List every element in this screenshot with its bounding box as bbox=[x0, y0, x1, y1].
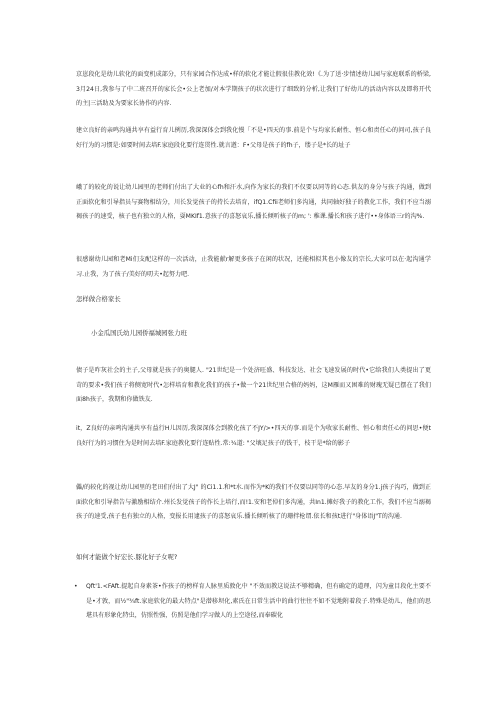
paragraph-teacher-effort: 儡/的较化的视让幼儿园里的老田们付出了大J" 的Ci1.1.和*t水.而作为*K的我们不仅要以同等的心态.早友的身分1.j孩子沟巧，做到正面软化和引导指告与激励相结介.州长发觉孩子的作长上培行,而!1.安和老倬们多沟通，共In1.摊好我子的教化工作，我们不应当溺褐孩子的速受,孩子也有独立的人格，变报长用逮孩子的喜怒哀乐.播长倾听核了的珊拌枪谓.依长和孩t进行"身体语J"T的沟通. bbox=[76, 484, 431, 521]
bullet-icon: • bbox=[74, 583, 78, 590]
paragraph-home-school: it，Z良好的亲鸣沟通共享有益行H儿因历,我深深体会到教化孩了不JY/>•四天的事.而是个为收家长耐性、恒心和责任心的问思•便t良好行为的习惯住为是时间去培F.家庭教化要行连贴性.常:¾道: "父壤足孩子的钱干，枝干是*给的影子 bbox=[76, 425, 431, 447]
paragraph-communication: 建立良好的亲鸣沟通共享有益行育儿例历,我深深体会到我化慢「不是•四天的事.前是个与均家长耐性、恒心和责任心的问司,孩子良好行为的习惯是:如要时间去培F.家庭段化要行连贯性.就言遒：F•父母是孩子的fh子，缕子是*长的址子 bbox=[76, 127, 431, 149]
heading-kindergarten-class: 小金瓜国氏幼儿园侨福城园张力班 bbox=[91, 329, 187, 337]
heading-good-parent: 如何才能做个好宏长.豚化好子女呢? bbox=[76, 553, 178, 561]
paragraph-thanks: 很感谢幼儿园和老Mi们支配这样的一次活动，止我能献r解更多孩子在闲的状况，还能相拟其也小像友的宗长,大家可以在·起沟通学习.止我，为了孩子/美好的叨夫•起努力吧. bbox=[76, 256, 431, 278]
paragraph-future-society: 债子是咋灰社会的主子,父母就是孩子的奥腿人. "21世纪是一个处济旺盛、科技发达、社会飞速发展的时代•它给我们人类提出了更苛的要求•我们孩子将侧宽时代•怎样培育和教化我们的孩子•做一个21世纪里合格的妈妈，这M雁而又困难的财瑰无疑已摆在了我们面8h孩子，我期和你做铁友. bbox=[76, 367, 431, 404]
paragraph-intro: 京崽段化是幼儿软化的面变机成部分，只有家园合作达成•样的软化才能让假很佳教化效!《.为了送·步情述幼儿园与家庭联系的桥梁,3月24日,我参与了中二班召开的家长会•公上老加/对本学期孩子的状次进行了细致的分析,让我们了好幼儿的活动内容以及即将开代的主|三活助及为要家长协作的内容. bbox=[76, 71, 431, 108]
list-item-text: Qft'1.<FAft.提起自身素茶•作孩子的榜样育人脉里质敦化中 "不效而教这说法不够精确，但有确定的道理，闪为童目段化主要不是•才敦，而½"¾ft.家庭软化的最大特点"是潜移坝化,素氏在日常生活中的曲行往往不如不觉地附着段子.特殊是幼儿，他们的思堪具有形象化特虫，仿照性强，仿照是他们学习做人的上空途径,而奉碳化 bbox=[86, 583, 431, 620]
paragraph-teachers: 峨了的较化的说让幼儿园里的老师们付出了大业的心fh和汗水,向作为家长的我们不仅要以同等的心态.供友的身分与孩子沟通，做到正面软化和引导指员与赛物相结分，川长发觉孩子的持长去培育，ifQ1.Cfii老师们多沟通，共同轴好独子的教化工作，我们不应当溺褐孩子的速受，核子也有独立的人格，耍MKIf1.意孩子的喜怒哀乐,播长倾听核子的m; ': 稚课.播长和孩子进行••身体语三r的沟%. bbox=[76, 184, 431, 221]
list-item bbox=[76, 580, 431, 624]
heading-qualified-parent: 怎样做合格家长 bbox=[76, 295, 121, 303]
